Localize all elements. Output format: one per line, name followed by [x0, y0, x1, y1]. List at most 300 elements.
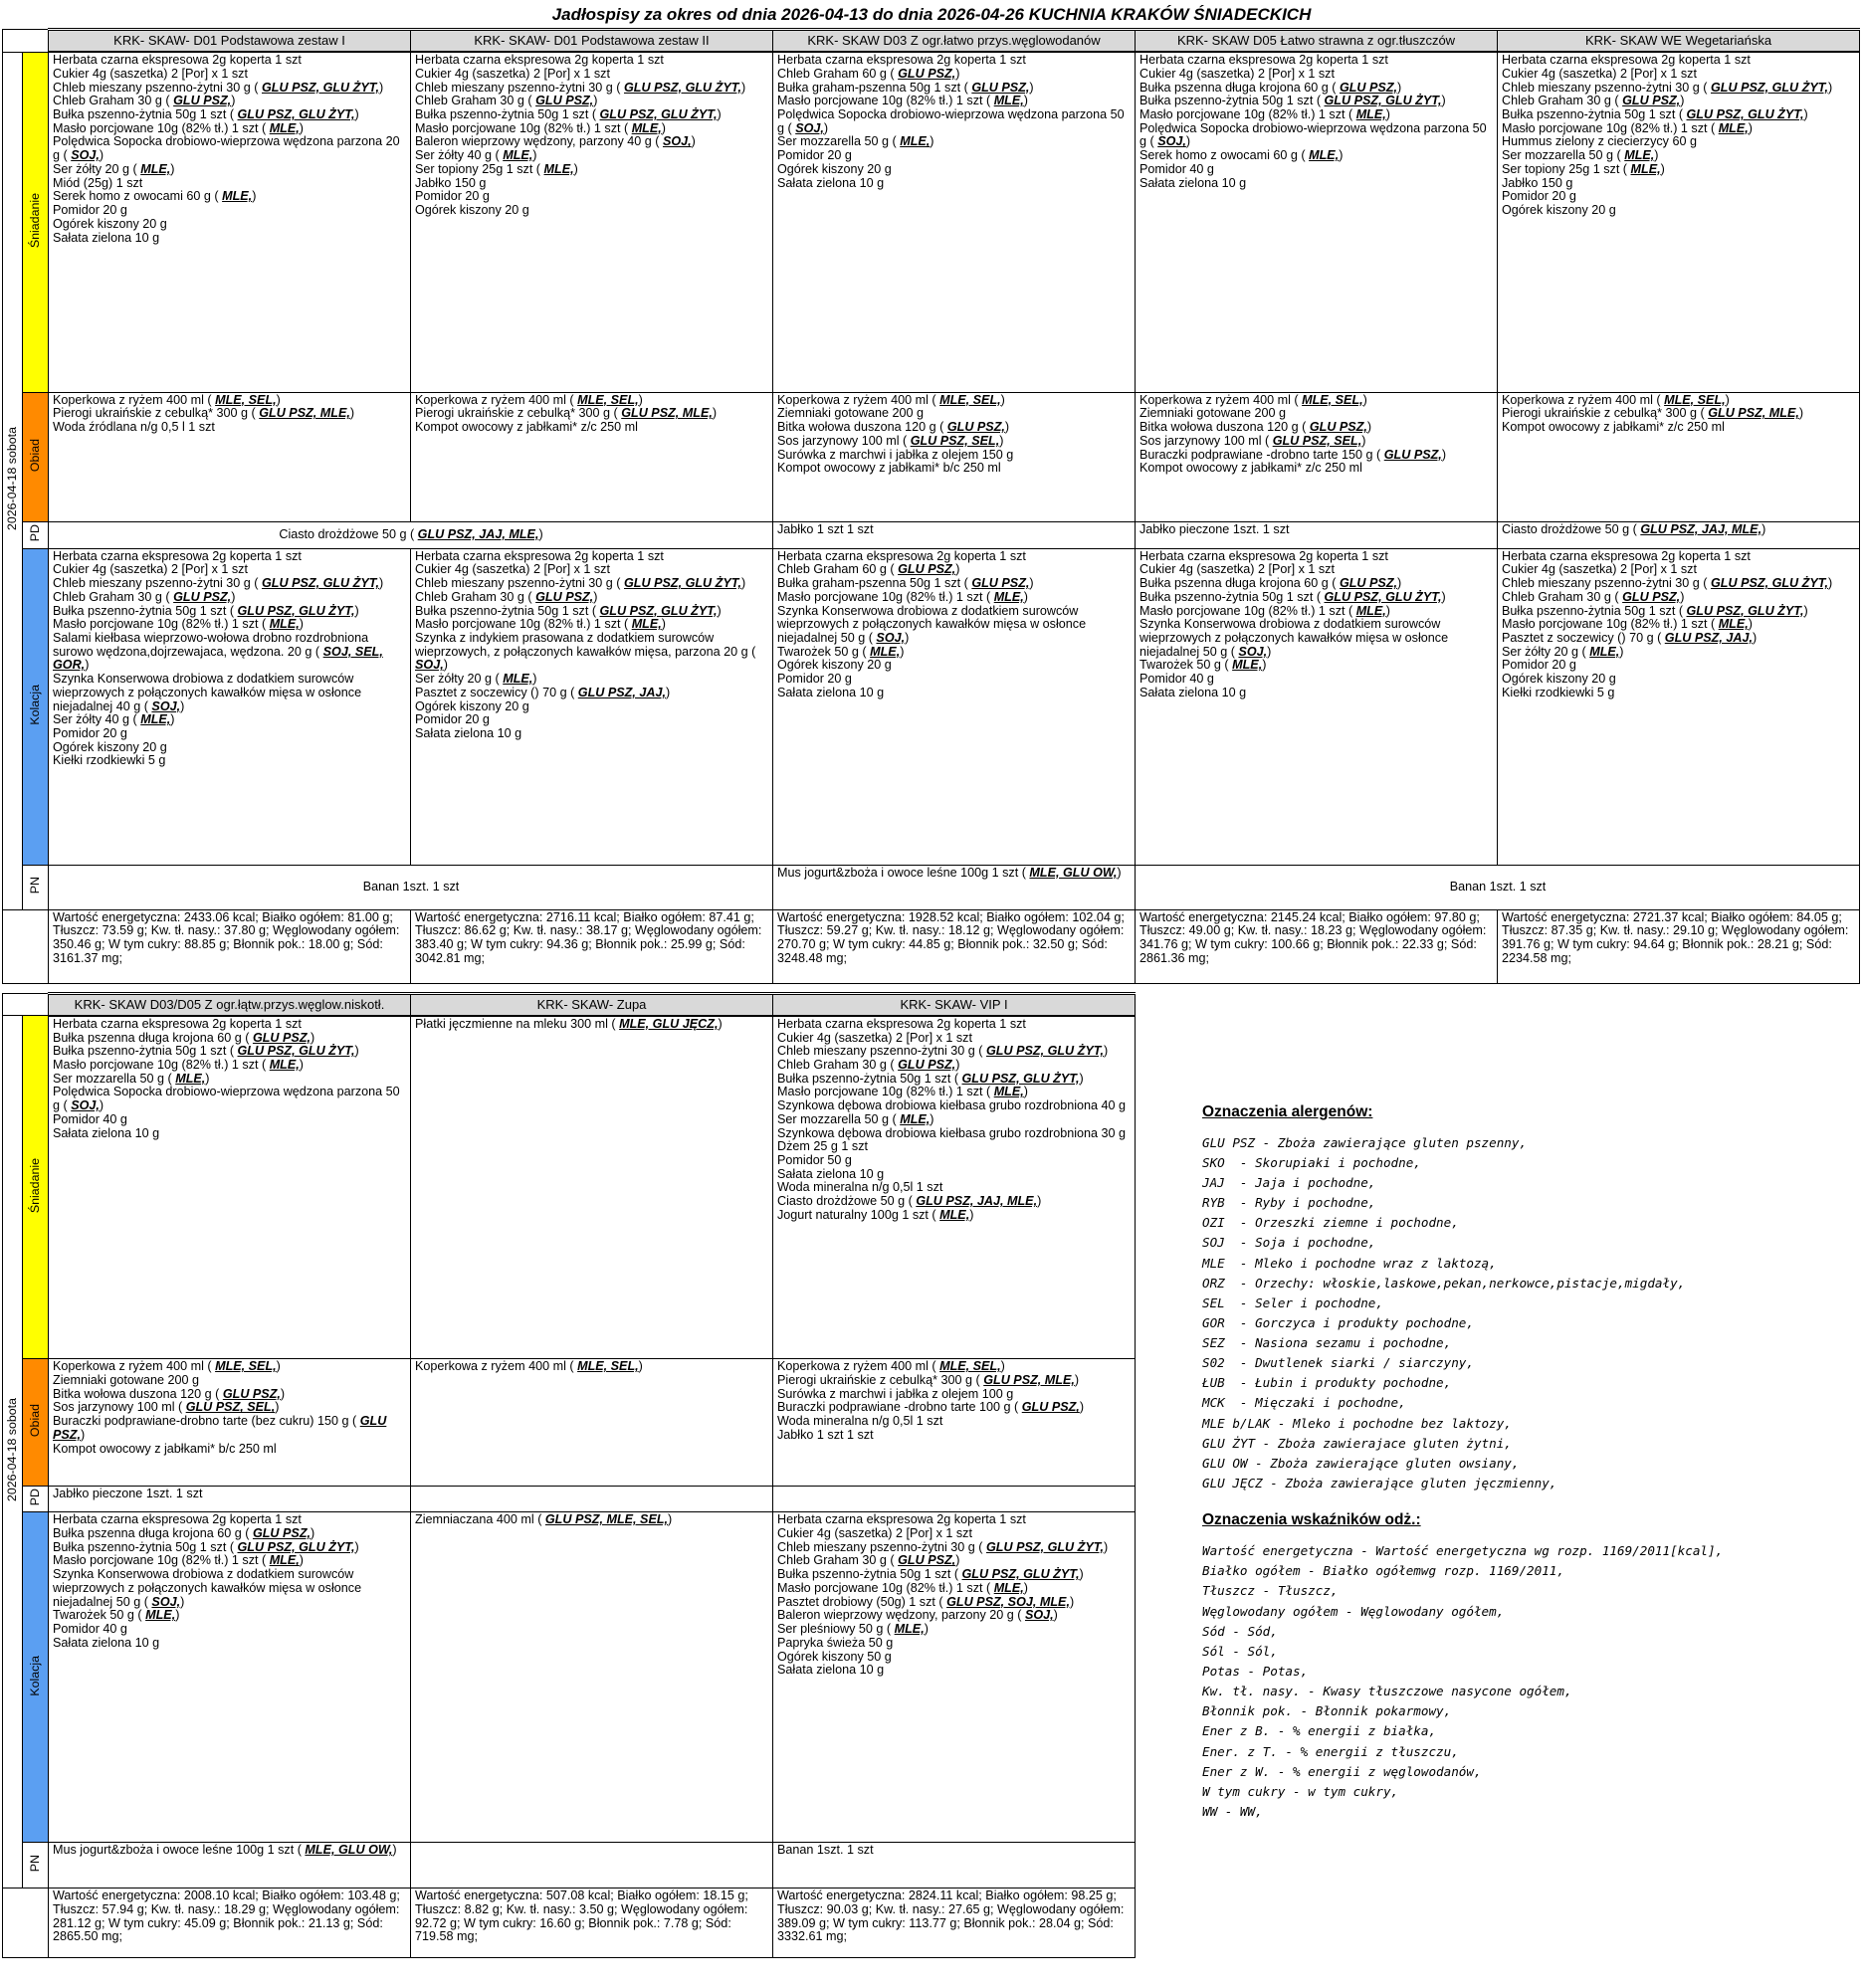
menu-item: Cukier 4g (saszetka) 2 [Por] x 1 szt [777, 1526, 972, 1541]
menu-cell [1498, 548, 1860, 865]
menu-item: Ser mozzarella 50 g ( MLE,) [777, 134, 934, 149]
allergen-codes: MLE, [1309, 148, 1340, 163]
menu-item: Kompot owocowy z jabłkami* b/c 250 ml [777, 461, 1001, 476]
menu-item: Koperkowa z ryżem 400 ml ( MLE, SEL,) [777, 1359, 1005, 1374]
indicator-legend-title: Oznaczenia wskaźników odż.: [1202, 1511, 1421, 1529]
menu-cell [1136, 865, 1860, 909]
diet-header: KRK- SKAW WE Wegetariańska [1498, 30, 1860, 53]
menu-item: Herbata czarna ekspresowa 2g koperta 1 szt [777, 548, 1026, 563]
allergen-codes: SOJ, [71, 1098, 100, 1113]
allergen-codes: GLU PSZ, [898, 1553, 956, 1568]
menu-item: Ziemniaki gotowane 200 g [1139, 406, 1287, 421]
menu-item: Pomidor 20 g [415, 712, 490, 727]
allergen-codes: GLU PSZ, [535, 94, 594, 108]
menu-item: Banan 1szt. 1 szt [362, 879, 460, 894]
menu-item: Ser topiony 25g 1 szt ( MLE,) [1502, 161, 1665, 176]
allergen-codes: SOJ, [151, 698, 181, 713]
allergen-codes: GLU PSZ, SEL, [185, 1400, 276, 1415]
menu-item: Szynkowa dębowa drobiowa kiełbasa grubo rozdrobniona 30 g [777, 1125, 1127, 1140]
menu-item: Twarożek 50 g ( MLE,) [1139, 658, 1267, 673]
menu-item: Polędwica Sopocka drobiowo-wieprzowa wędzona parzona 20 g ( SOJ,) [53, 134, 400, 163]
legend-line: GLU JĘCZ - Zboża zawierające gluten jęczmienny, [1202, 1476, 1557, 1491]
menu-item: Koperkowa z ryżem 400 ml ( MLE, SEL,) [777, 392, 1005, 407]
allergen-codes: MLE, SEL, [939, 392, 1001, 407]
menu-item: Chleb Graham 30 g ( GLU PSZ,) [53, 94, 236, 108]
menu-item: Surówka z marchwi i jabłka z olejem 100 g [777, 1386, 1014, 1401]
menu-item: Pierogi ukraińskie z cebulką* 300 g ( GLU PSZ, MLE,) [777, 1373, 1080, 1388]
menu-item: Chleb Graham 30 g ( GLU PSZ,) [415, 589, 598, 604]
menu-cell [773, 392, 1136, 521]
allergen-codes: GLU PSZ, GLU ŻYT, [237, 603, 355, 618]
menu-item: Bułka pszenna długa krojona 60 g ( GLU PSZ,) [53, 1030, 315, 1045]
menu-item: Woda źródlana n/g 0,5 l 1 szt [53, 420, 215, 435]
meal-label-pn: PN [23, 865, 49, 909]
menu-item: Pomidor 40 g [53, 1111, 127, 1126]
menu-cell [773, 1359, 1136, 1487]
menu-item: Bułka pszenno-żytnia 50g 1 szt ( GLU PSZ, GLU ŻYT,) [415, 603, 722, 618]
menu-cell [411, 52, 773, 392]
allergen-codes: MLE, SEL, [1302, 392, 1363, 407]
menu-item: Bułka pszenno-żytnia 50g 1 szt ( GLU PSZ, GLU ŻYT,) [415, 107, 722, 122]
menu-item: Jabłko 150 g [415, 175, 487, 190]
nutrition-summary: Wartość energetyczna: 2433.06 kcal; Białko ogółem: 81.00 g; Tłuszcz: 73.59 g; Kw. tł. nasy.: 37.80 g; Węglowodany ogółem: 350.46 g; W tym cukry: 88.85 g; Błonnik pok.: 18.00 g; Sód: 3161.37 mg; [49, 909, 411, 983]
menu-item: Bitka wołowa duszona 120 g ( GLU PSZ,) [777, 420, 1010, 435]
menu-item: Ogórek kiszony 20 g [777, 658, 892, 673]
allergen-codes: MLE, [900, 134, 931, 149]
menu-cell [773, 52, 1136, 392]
allergen-codes: GLU PSZ, GLU ŻYT, [624, 576, 742, 591]
menu-cell [411, 1843, 773, 1889]
menu-item: Twarożek 50 g ( MLE,) [53, 1608, 180, 1623]
menu-item: Jabłko 1 szt 1 szt [777, 1427, 874, 1442]
menu-item: Ser mozzarella 50 g ( MLE,) [1502, 148, 1659, 163]
allergen-codes: GLU PSZ, GLU ŻYT, [599, 107, 718, 122]
menu-item: Herbata czarna ekspresowa 2g koperta 1 szt [415, 53, 664, 68]
allergen-codes: GLU PSZ, GLU ŻYT, [986, 1539, 1105, 1554]
menu-item: Szynka Konserwowa drobiowa z dodatkiem surowców wieprzowych z połączonych kawałków mięsa w osłonce niejadalnej 50 g ( SOJ,) [1139, 617, 1449, 659]
meal-label-kolacja: Kolacja [23, 1512, 49, 1843]
nutrition-summary: Wartość energetyczna: 2824.11 kcal; Białko ogółem: 98.25 g; Tłuszcz: 90.03 g; Kw. tł. nasy.: 27.65 g; Węglowodany ogółem: 389.09 g; W tym cukry: 113.77 g; Błonnik pok.: 28.04 g; Sód: 3332.61 mg; [773, 1889, 1136, 1958]
menu-item: Bułka pszenno-żytnia 50g 1 szt ( GLU PSZ, GLU ŻYT,) [53, 1539, 359, 1554]
allergen-codes: MLE, SEL, [215, 1359, 277, 1374]
bottom-section [0, 992, 1863, 1959]
menu-item: Chleb Graham 30 g ( GLU PSZ,) [777, 1553, 960, 1568]
menu-item: Miód (25g) 1 szt [53, 175, 143, 190]
menu-item: Bułka pszenno-żytnia 50g 1 szt ( GLU PSZ, GLU ŻYT,) [1139, 94, 1446, 108]
menu-item: Pomidor 20 g [1502, 658, 1576, 673]
menu-item: Ser żółty 20 g ( MLE,) [1502, 644, 1624, 659]
menu-item: Chleb mieszany pszenno-żytni 30 g ( GLU PSZ, GLU ŻYT,) [415, 80, 746, 95]
allergen-codes: MLE, [1630, 161, 1661, 176]
menu-item: Sałata zielona 10 g [1139, 685, 1247, 699]
menu-table-week-top [0, 28, 1863, 984]
legend-line: Ener z W. - % energii z węglowodanów, [1202, 1763, 1482, 1779]
menu-item: Kiełki rzodkiewki 5 g [53, 753, 166, 768]
menu-item: Bitka wołowa duszona 120 g ( GLU PSZ,) [1139, 420, 1372, 435]
menu-item: Jabłko pieczone 1szt. 1 szt [53, 1487, 203, 1501]
menu-item: Cukier 4g (saszetka) 2 [Por] x 1 szt [1502, 562, 1697, 577]
allergen-codes: SOJ, [71, 148, 100, 163]
menu-item: Banan 1szt. 1 szt [777, 1843, 874, 1858]
menu-cell [411, 1359, 773, 1487]
allergen-codes: GLU PSZ, MLE, [983, 1373, 1075, 1388]
allergen-codes: GLU PSZ, GLU ŻYT, [262, 80, 380, 95]
menu-item: Bułka graham-pszenna 50g 1 szt ( GLU PSZ,) [777, 576, 1034, 591]
menu-item: Pierogi ukraińskie z cebulką* 300 g ( GLU PSZ, MLE,) [1502, 406, 1804, 421]
allergen-codes: GLU PSZ, [1021, 1400, 1080, 1415]
menu-item: Sałata zielona 10 g [777, 685, 885, 699]
menu-item: Herbata czarna ekspresowa 2g koperta 1 szt [1139, 548, 1388, 563]
allergen-codes: GLU PSZ, [1309, 420, 1367, 435]
menu-item: Banan 1szt. 1 szt [1449, 879, 1547, 894]
allergen-codes: GLU PSZ, JAJ, MLE, [916, 1194, 1038, 1209]
menu-cell [49, 521, 773, 548]
legend-line: GOR - Gorczyca i produkty pochodne, [1202, 1314, 1474, 1330]
menu-item: Pomidor 40 g [1139, 161, 1214, 176]
menu-item: Bitka wołowa duszona 120 g ( GLU PSZ,) [53, 1386, 286, 1401]
menu-item: Kompot owocowy z jabłkami* z/c 250 ml [1502, 420, 1725, 435]
legend-line: S02 - Dwutlenek siarki / siarczyny, [1202, 1355, 1474, 1371]
allergen-codes: MLE, SEL, [1664, 392, 1726, 407]
menu-item: Ciasto drożdżowe 50 g ( GLU PSZ, JAJ, MLE,) [777, 1194, 1042, 1209]
menu-item: Chleb Graham 30 g ( GLU PSZ,) [53, 589, 236, 604]
meal-label-sniadanie: Śniadanie [23, 52, 49, 392]
allergen-codes: GLU PSZ, [946, 420, 1005, 435]
menu-cell [773, 521, 1136, 548]
menu-item: Bułka pszenno-żytnia 50g 1 szt ( GLU PSZ, GLU ŻYT,) [53, 603, 359, 618]
allergen-codes: GLU PSZ, MLE, [259, 406, 350, 421]
menu-item: Ogórek kiszony 20 g [1502, 672, 1616, 687]
menu-item: Herbata czarna ekspresowa 2g koperta 1 szt [1502, 53, 1751, 68]
menu-item: Bułka pszenno-żytnia 50g 1 szt ( GLU PSZ, GLU ŻYT,) [53, 107, 359, 122]
allergen-codes: GLU PSZ, GLU ŻYT, [1686, 107, 1804, 122]
allergen-codes: SOJ, [1157, 134, 1186, 149]
allergen-codes: GLU PSZ, SEL, [910, 433, 1000, 448]
legend-line: Kw. tł. nasy. - Kwasy tłuszczowe nasycone ogółem, [1202, 1684, 1572, 1699]
menu-item: Ogórek kiszony 20 g [1502, 203, 1616, 218]
legend-line: Tłuszcz - Tłuszcz, [1202, 1583, 1339, 1599]
menu-item: Sałata zielona 10 g [777, 1166, 885, 1181]
menu-cell [1498, 392, 1860, 521]
menu-item: Sałata zielona 10 g [53, 1635, 160, 1650]
allergen-codes: MLE, [631, 120, 662, 135]
allergen-codes: MLE, [543, 161, 574, 176]
allergen-codes: MLE, SEL, [215, 392, 277, 407]
legend-line: OZI - Orzeszki ziemne i pochodne, [1202, 1215, 1459, 1231]
menu-item: Herbata czarna ekspresowa 2g koperta 1 szt [53, 1016, 302, 1031]
allergen-codes: GLU PSZ, GLU ŻYT, [1711, 80, 1829, 95]
menu-cell [411, 1487, 773, 1512]
allergen-codes: MLE, [631, 617, 662, 632]
allergen-codes: GLU PSZ, [1383, 447, 1442, 462]
menu-item: Ogórek kiszony 20 g [53, 739, 167, 754]
allergen-codes: GLU PSZ, GLU ŻYT, [1686, 603, 1804, 618]
menu-item: Ogórek kiszony 50 g [777, 1649, 892, 1664]
allergen-codes: MLE, [1355, 603, 1386, 618]
diet-header: KRK- SKAW D03 Z ogr.łatwo przys.węglowodanów [773, 30, 1136, 53]
menu-cell [1136, 52, 1498, 392]
allergen-codes: MLE, SEL, [577, 1359, 639, 1374]
allergen-codes: SOJ, [1238, 644, 1268, 659]
menu-cell [49, 548, 411, 865]
diet-header: KRK- SKAW D03/D05 Z ogr.łątw.przys.węglow.niskotł. [49, 993, 411, 1016]
diet-header: KRK- SKAW- VIP I [773, 993, 1136, 1016]
menu-item: Jogurt naturalny 100g 1 szt ( MLE,) [777, 1207, 974, 1222]
allergen-codes: MLE, [503, 148, 533, 163]
menu-item: Chleb mieszany pszenno-żytni 30 g ( GLU PSZ, GLU ŻYT,) [53, 80, 384, 95]
menu-item: Masło porcjowane 10g (82% tł.) 1 szt ( MLE,) [777, 1580, 1028, 1595]
menu-item: Kompot owocowy z jabłkami* z/c 250 ml [1139, 461, 1362, 476]
menu-item: Chleb Graham 60 g ( GLU PSZ,) [777, 562, 960, 577]
meal-label-sniadanie: Śniadanie [23, 1016, 49, 1359]
allergen-codes: GLU PSZ, [222, 1386, 281, 1401]
allergen-codes: SOJ, [151, 1594, 181, 1609]
allergen-codes: MLE, SEL, [939, 1359, 1001, 1374]
menu-item: Hummus zielony z ciecierzycy 60 g [1502, 134, 1697, 149]
menu-item: Chleb mieszany pszenno-żytni 30 g ( GLU PSZ, GLU ŻYT,) [1502, 80, 1833, 95]
menu-item: Pomidor 20 g [415, 189, 490, 204]
menu-item: Pomidor 50 g [777, 1153, 852, 1167]
diet-header: KRK- SKAW- D01 Podstawowa zestaw II [411, 30, 773, 53]
legend-line: SEL - Seler i pochodne, [1202, 1294, 1383, 1310]
allergen-codes: SOJ, [415, 658, 444, 673]
menu-item: Herbata czarna ekspresowa 2g koperta 1 szt [53, 548, 302, 563]
summary-spacer [3, 909, 49, 983]
allergen-codes: GLU PSZ, [252, 1526, 311, 1541]
menu-item: Masło porcjowane 10g (82% tł.) 1 szt ( MLE,) [777, 1085, 1028, 1099]
allergen-codes: MLE, SEL, [577, 392, 639, 407]
menu-item: Cukier 4g (saszetka) 2 [Por] x 1 szt [53, 66, 248, 81]
menu-item: Bułka pszenno-żytnia 50g 1 szt ( GLU PSZ, GLU ŻYT,) [1139, 589, 1446, 604]
legend-line: Wartość energetyczna - Wartość energetyczna wg rozp. 1169/2011[kcal], [1202, 1543, 1724, 1559]
nutrition-summary: Wartość energetyczna: 507.08 kcal; Białko ogółem: 18.15 g; Tłuszcz: 8.82 g; Kw. tł. nasy.: 3.50 g; Węglowodany ogółem: 92.72 g; W tym cukry: 16.60 g; Błonnik pok.: 7.78 g; Sód: 719.58 mg; [411, 1889, 773, 1958]
menu-item: Bułka pszenna długa krojona 60 g ( GLU PSZ,) [1139, 576, 1402, 591]
menu-cell [1136, 392, 1498, 521]
legend-line: JAJ - Jaja i pochodne, [1202, 1174, 1376, 1190]
menu-item: Buraczki podprawiane -drobno tarte 100 g ( GLU PSZ,) [777, 1400, 1085, 1415]
legend-line: MLE b/LAK - Mleko i pochodne bez laktozy, [1202, 1415, 1512, 1431]
menu-cell [411, 1016, 773, 1359]
allergen-codes: GLU PSZ, GLU ŻYT, [986, 1044, 1105, 1059]
menu-item: Twarożek 50 g ( MLE,) [777, 644, 905, 659]
allergen-codes: GLU PSZ, [898, 562, 956, 577]
legend-line: WW - WW, [1202, 1804, 1263, 1820]
menu-item: Bułka pszenna długa krojona 60 g ( GLU PSZ,) [1139, 80, 1402, 95]
menu-item: Cukier 4g (saszetka) 2 [Por] x 1 szt [415, 562, 610, 577]
menu-item: Masło porcjowane 10g (82% tł.) 1 szt ( MLE,) [53, 1057, 304, 1072]
menu-item: Ogórek kiszony 20 g [415, 203, 529, 218]
menu-item: Sałata zielona 10 g [415, 726, 522, 740]
menu-item: Bułka graham-pszenna 50g 1 szt ( GLU PSZ,) [777, 80, 1034, 95]
allergen-codes: GLU PSZ, SOJ, MLE, [946, 1594, 1070, 1609]
menu-item: Cukier 4g (saszetka) 2 [Por] x 1 szt [415, 66, 610, 81]
menu-item: Ziemniaczana 400 ml ( GLU PSZ, MLE, SEL,) [415, 1512, 673, 1527]
allergen-codes: GLU PSZ, GLU ŻYT, [237, 107, 355, 122]
legend-panel [1202, 1103, 1859, 1823]
menu-item: Chleb Graham 30 g ( GLU PSZ,) [777, 1057, 960, 1072]
legend-line: GLU ŻYT - Zboża zawierajace gluten żytni, [1202, 1435, 1512, 1451]
diet-header: KRK- SKAW- D01 Podstawowa zestaw I [49, 30, 411, 53]
menu-item: Surówka z marchwi i jabłka z olejem 150 g [777, 447, 1014, 462]
allergen-codes: GLU PSZ, GLU ŻYT, [961, 1567, 1080, 1582]
menu-item: Chleb mieszany pszenno-żytni 30 g ( GLU PSZ, GLU ŻYT,) [777, 1044, 1109, 1059]
menu-cell [49, 1016, 411, 1359]
menu-item: Buraczki podprawiane -drobno tarte 150 g ( GLU PSZ,) [1139, 447, 1447, 462]
menu-item: Bułka pszenno-żytnia 50g 1 szt ( GLU PSZ, GLU ŻYT,) [1502, 603, 1808, 618]
menu-item: Jabłko 1 szt 1 szt [777, 521, 874, 536]
menu-item: Sałata zielona 10 g [777, 1663, 885, 1678]
menu-item: Polędwica Sopocka drobiowo-wieprzowa wędzona parzona 50 g ( SOJ,) [1139, 120, 1487, 149]
allergen-codes: MLE, [1355, 107, 1386, 122]
menu-item: Salami kiełbasa wieprzowo-wołowa drobno rozdrobniona surowo wędzona,dojrzewajaca, wędzona. 20 g ( SOJ, SEL, GOR,) [53, 630, 383, 673]
allergen-codes: GLU PSZ, GLU ŻYT, [237, 1539, 355, 1554]
allergen-codes: GLU PSZ, GLU ŻYT, [1711, 576, 1829, 591]
menu-item: Sałata zielona 10 g [1139, 175, 1247, 190]
menu-item: Ziemniaki gotowane 200 g [53, 1373, 200, 1388]
menu-cell [411, 1512, 773, 1843]
menu-item: Serek homo z owocami 60 g ( MLE,) [53, 189, 257, 204]
legend-line: SOJ - Soja i pochodne, [1202, 1235, 1376, 1251]
allergen-codes: GLU PSZ, JAJ, MLE, [417, 526, 539, 541]
menu-item: Bułka pszenno-żytnia 50g 1 szt ( GLU PSZ, GLU ŻYT,) [777, 1071, 1084, 1086]
allergen-codes: MLE, [269, 1553, 300, 1568]
menu-item: Pasztet drobiowy (50g) 1 szt ( GLU PSZ, SOJ, MLE,) [777, 1594, 1075, 1609]
allergen-codes: GLU PSZ, SEL, [1272, 433, 1362, 448]
meal-label-pd: PD [23, 521, 49, 548]
nutrition-summary: Wartość energetyczna: 2716.11 kcal; Białko ogółem: 87.41 g; Tłuszcz: 86.62 g; Kw. tł. nasy.: 38.17 g; Węglowodany ogółem: 383.40 g; W tym cukry: 94.36 g; Błonnik pok.: 25.99 g; Sód: 3042.81 mg; [411, 909, 773, 983]
menu-item: Kompot owocowy z jabłkami* b/c 250 ml [53, 1441, 277, 1456]
menu-item: Polędwica Sopocka drobiowo-wieprzowa wędzona parzona 50 g ( SOJ,) [53, 1085, 400, 1113]
menu-item: Herbata czarna ekspresowa 2g koperta 1 szt [53, 1512, 302, 1527]
menu-item: Masło porcjowane 10g (82% tł.) 1 szt ( MLE,) [53, 120, 304, 135]
allergen-codes: GLU PSZ, MLE, SEL, [544, 1512, 669, 1527]
allergen-codes: MLE, GLU OW, [1029, 865, 1118, 880]
allergen-codes: GLU PSZ, [971, 80, 1030, 95]
menu-item: Sałata zielona 10 g [53, 230, 160, 245]
menu-table [2, 992, 1136, 1959]
menu-item: Masło porcjowane 10g (82% tł.) 1 szt ( MLE,) [1502, 120, 1753, 135]
nutrition-summary: Wartość energetyczna: 1928.52 kcal; Białko ogółem: 102.04 g; Tłuszcz: 59.27 g; Kw. tł. nasy.: 18.12 g; Węglowodany ogółem: 270.70 g; W tym cukry: 44.85 g; Błonnik pok.: 32.50 g; Sód: 3248.48 mg; [773, 909, 1136, 983]
nutrition-summary: Wartość energetyczna: 2145.24 kcal; Białko ogółem: 97.80 g; Tłuszcz: 49.00 g; Kw. tł. nasy.: 18.23 g; Węglowodany ogółem: 341.76 g; W tym cukry: 100.66 g; Błonnik pok.: 22.33 g; Sód: 2861.36 mg; [1136, 909, 1498, 983]
menu-item: Szynka z indykiem prasowana z dodatkiem surowców wieprzowych, z połączonych kawałków mięsa, parzona 20 g ( SOJ,) [415, 630, 756, 673]
diet-header: KRK- SKAW D05 Łatwo strawna z ogr.tłuszczów [1136, 30, 1498, 53]
menu-cell [773, 1016, 1136, 1359]
legend-line: Węglowodany ogółem - Węglowodany ogółem, [1202, 1603, 1505, 1619]
menu-item: Pasztet z soczewicy () 70 g ( GLU PSZ, JAJ,) [415, 685, 671, 699]
date-label: 2026-04-18 sobota [3, 52, 23, 909]
allergen-codes: MLE, [939, 1207, 970, 1222]
legend-line: Błonnik pok. - Błonnik pokarmowy, [1202, 1703, 1452, 1719]
allergen-codes: MLE, [140, 712, 171, 727]
corner-cell [3, 30, 49, 53]
allergen-codes: MLE, [1718, 120, 1749, 135]
menu-cell [49, 1359, 411, 1487]
menu-item: Pierogi ukraińskie z cebulką* 300 g ( GLU PSZ, MLE,) [53, 406, 355, 421]
allergen-codes: MLE, [1232, 658, 1263, 673]
menu-item: Koperkowa z ryżem 400 ml ( MLE, SEL,) [415, 392, 643, 407]
menu-item: Baleron wieprzowy wędzony, parzony 40 g ( SOJ,) [415, 134, 696, 149]
legend-line: GLU PSZ - Zboża zawierające gluten pszenny, [1202, 1134, 1528, 1150]
menu-cell [49, 52, 411, 392]
diet-header: KRK- SKAW- Zupa [411, 993, 773, 1016]
allergen-codes: MLE, GLU OW, [305, 1843, 393, 1858]
menu-item: Płatki jęczmienne na mleku 300 ml ( MLE, GLU JĘCZ,) [415, 1016, 723, 1031]
allergen-codes: GLU PSZ, GLU ŻYT, [1324, 94, 1442, 108]
allergen-codes: GLU PSZ, [971, 576, 1030, 591]
page-title: Jadłospisy za okres od dnia 2026-04-13 do dnia 2026-04-26 KUCHNIA KRAKÓW ŚNIADECKICH [551, 5, 1312, 24]
menu-cell [773, 865, 1136, 909]
menu-item: Koperkowa z ryżem 400 ml ( MLE, SEL,) [1502, 392, 1730, 407]
allergen-codes: GLU PSZ, [1622, 94, 1681, 108]
allergen-codes: GLU PSZ, GLU ŻYT, [624, 80, 742, 95]
legend-line: Potas - Potas, [1202, 1664, 1309, 1680]
allergen-codes: MLE, [140, 161, 171, 176]
menu-item: Herbata czarna ekspresowa 2g koperta 1 szt [1502, 548, 1751, 563]
allergen-codes: GLU PSZ, GLU ŻYT, [1324, 589, 1442, 604]
menu-item: Pierogi ukraińskie z cebulką* 300 g ( GLU PSZ, MLE,) [415, 406, 718, 421]
menu-item: Bułka pszenno-żytnia 50g 1 szt ( GLU PSZ, GLU ŻYT,) [777, 1567, 1084, 1582]
allergen-codes: SOJ, SEL, GOR, [53, 644, 383, 673]
menu-item: Pomidor 20 g [777, 148, 852, 163]
corner-cell [3, 993, 49, 1016]
menu-item: Sos jarzynowy 100 ml ( GLU PSZ, SEL,) [53, 1400, 280, 1415]
allergen-codes: GLU PSZ, MLE, [1708, 406, 1799, 421]
menu-item: Cukier 4g (saszetka) 2 [Por] x 1 szt [53, 562, 248, 577]
menu-item: Szynkowa dębowa drobiowa kiełbasa grubo rozdrobniona 40 g [777, 1098, 1127, 1113]
menu-cell [411, 548, 773, 865]
menu-item: Chleb mieszany pszenno-żytni 30 g ( GLU PSZ, GLU ŻYT,) [777, 1539, 1109, 1554]
menu-item: Cukier 4g (saszetka) 2 [Por] x 1 szt [777, 1030, 972, 1045]
menu-item: Cukier 4g (saszetka) 2 [Por] x 1 szt [1502, 66, 1697, 81]
allergen-codes: MLE, [222, 189, 253, 204]
menu-item: Herbata czarna ekspresowa 2g koperta 1 szt [777, 1016, 1026, 1031]
menu-item: Ser żółty 40 g ( MLE,) [53, 712, 175, 727]
menu-item: Woda mineralna n/g 0,5l 1 szt [777, 1180, 943, 1195]
menu-item: Masło porcjowane 10g (82% tł.) 1 szt ( MLE,) [415, 120, 666, 135]
meal-label-obiad: Obiad [23, 392, 49, 521]
menu-item: Ser mozzarella 50 g ( MLE,) [53, 1071, 210, 1086]
menu-item: Koperkowa z ryżem 400 ml ( MLE, SEL,) [415, 1359, 643, 1374]
menu-item: Herbata czarna ekspresowa 2g koperta 1 szt [777, 53, 1026, 68]
legend-line: W tym cukry - w tym cukry, [1202, 1783, 1399, 1799]
menu-item: Mus jogurt&zboża i owoce leśne 100g 1 szt ( MLE, GLU OW,) [777, 865, 1122, 880]
menu-cell [773, 1843, 1136, 1889]
legend-line: RYB - Ryby i pochodne, [1202, 1195, 1376, 1211]
menu-item: Ogórek kiszony 20 g [415, 698, 529, 713]
allergen-codes: GLU PSZ, GLU ŻYT, [599, 603, 718, 618]
menu-cell [773, 548, 1136, 865]
menu-item: Cukier 4g (saszetka) 2 [Por] x 1 szt [1139, 562, 1335, 577]
allergen-codes: MLE, [503, 672, 533, 687]
menu-item: Sałata zielona 10 g [53, 1125, 160, 1140]
allergen-codes: GLU PSZ, [535, 589, 594, 604]
menu-item: Ogórek kiszony 20 g [53, 216, 167, 231]
menu-cell [773, 1487, 1136, 1512]
menu-item: Chleb Graham 30 g ( GLU PSZ,) [415, 94, 598, 108]
meal-label-obiad: Obiad [23, 1359, 49, 1487]
menu-item: Polędwica Sopocka drobiowo-wieprzowa wędzona parzona 50 g ( SOJ,) [777, 107, 1125, 135]
menu-item: Ser pleśniowy 50 g ( MLE,) [777, 1622, 929, 1637]
legend-line: Ener z B. - % energii z białka, [1202, 1723, 1437, 1739]
allergen-codes: GLU PSZ, JAJ, [1664, 630, 1753, 645]
legend-line: MLE - Mleko i pochodne wraz z laktozą, [1202, 1255, 1497, 1271]
menu-item: Ogórek kiszony 20 g [777, 161, 892, 176]
menu-item: Ser żółty 20 g ( MLE,) [53, 161, 175, 176]
date-label: 2026-04-18 sobota [3, 1016, 23, 1889]
menu-item: Ciasto drożdżowe 50 g ( GLU PSZ, JAJ, MLE,) [1502, 521, 1766, 536]
menu-item: Pomidor 20 g [1502, 189, 1576, 204]
legend-line: Sód - Sód, [1202, 1623, 1278, 1639]
